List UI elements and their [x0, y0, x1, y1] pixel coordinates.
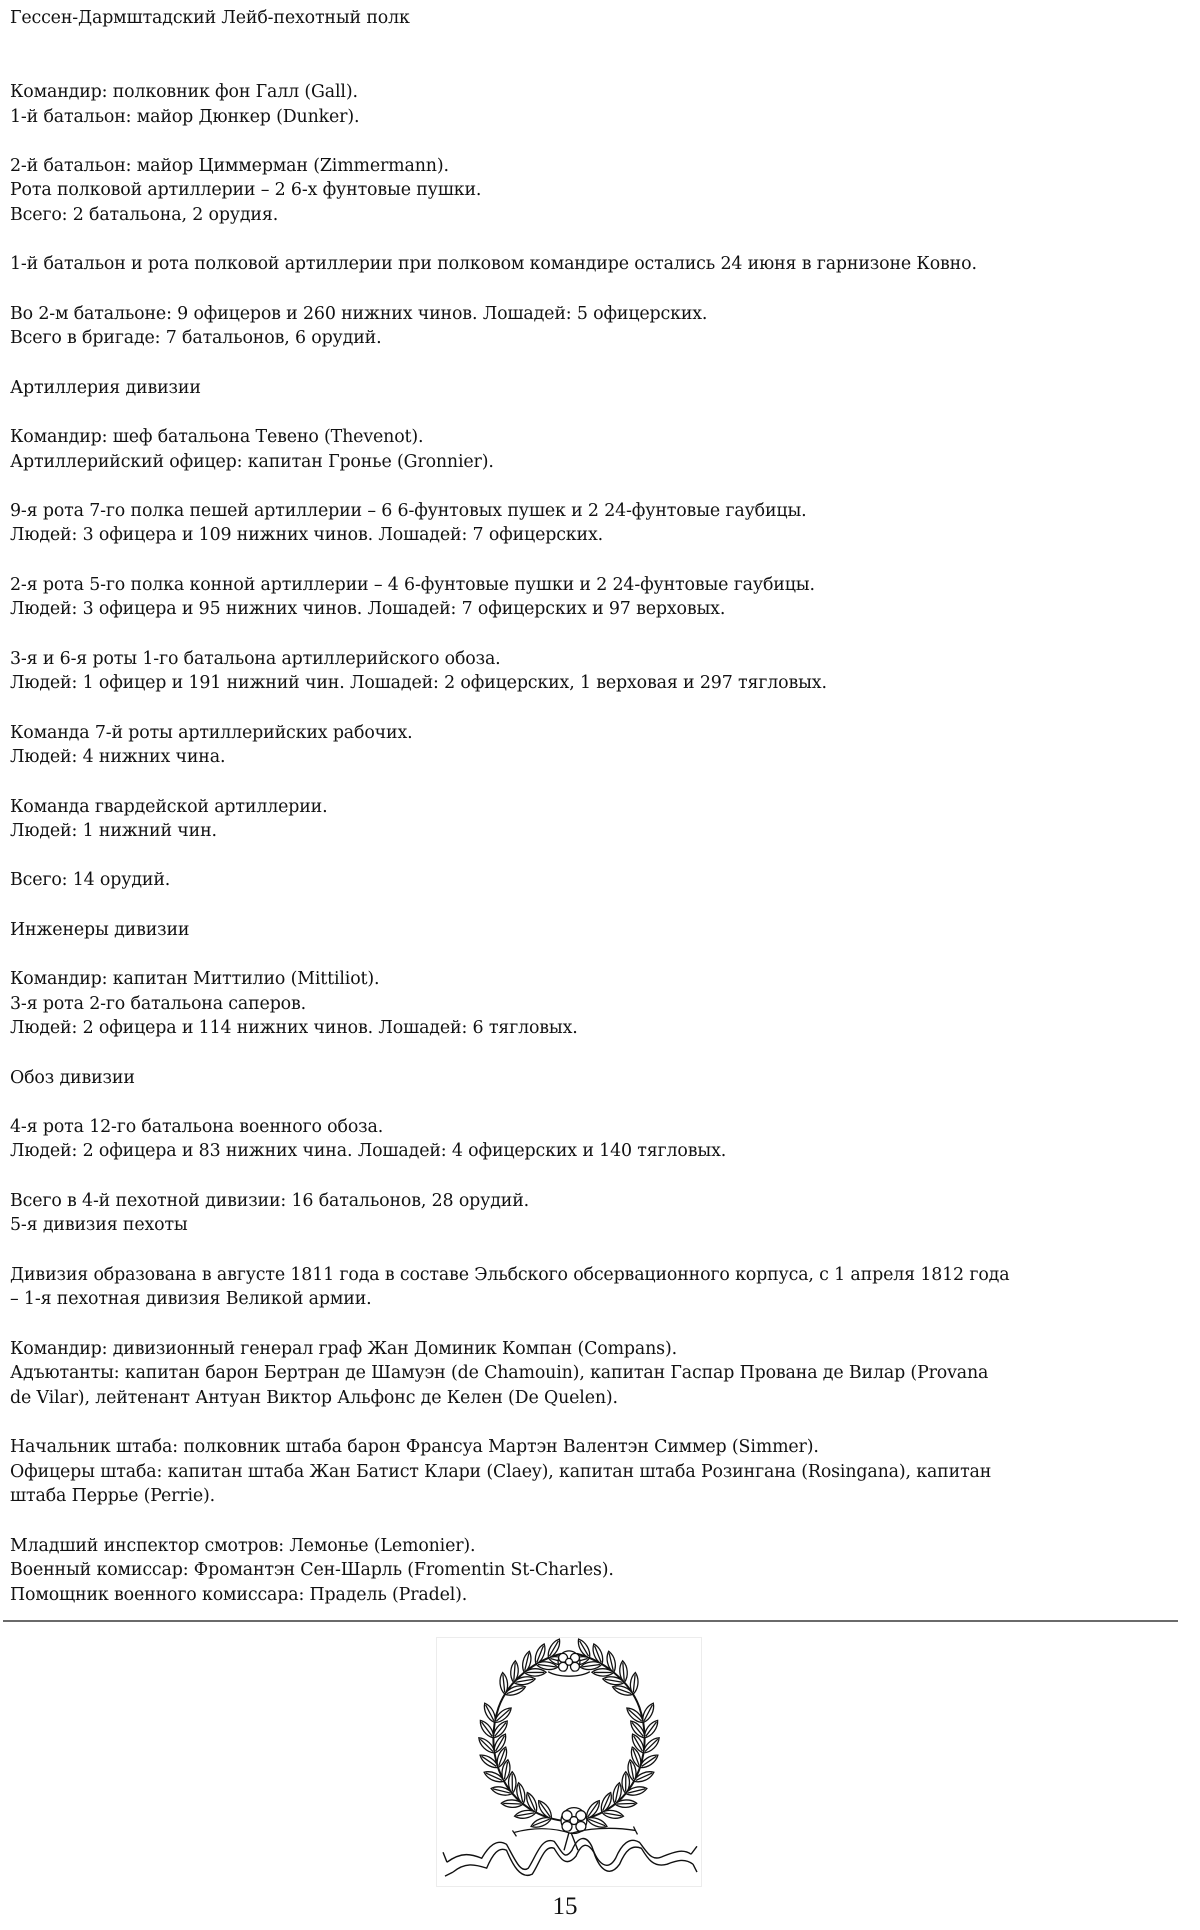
- section-heading: Гессен-Дармштадский Лейб-пехотный полк: [10, 8, 410, 28]
- text-line: Людей: 2 офицера и 83 нижних чина. Лошадей: 4 офицерских и 140 тягловых.: [10, 1141, 727, 1162]
- text-line: 1-й батальон: майор Дюнкер (Dunker).: [10, 106, 360, 127]
- blank-line: [10, 1509, 1190, 1534]
- text-line: 2-й батальон: майор Циммерман (Zimmermann).: [10, 155, 449, 176]
- text-line: Людей: 1 нижний чин.: [10, 821, 217, 842]
- section-heading: Артиллерия дивизии: [10, 377, 201, 398]
- laurel-leaf: [508, 1772, 516, 1794]
- blank-line: [10, 1411, 1190, 1436]
- blank-line: [10, 129, 1190, 154]
- text-line: Во 2-м батальоне: 9 офицеров и 260 нижних чинов. Лошадей: 5 офицерских.: [10, 303, 708, 324]
- laurel-leaf: [629, 1672, 639, 1694]
- page-number: 15: [552, 1893, 578, 1920]
- blank-line: [10, 1238, 1190, 1263]
- text-line: Помощник военного комиссара: Прадель (Pradel).: [10, 1585, 468, 1605]
- text-line: Младший инспектор смотров: Лемонье (Lemonier).: [10, 1535, 476, 1556]
- text-line: Артиллерийский офицер: капитан Гронье (Gronnier).: [10, 451, 494, 472]
- text-line: Рота полковой артиллерии – 2 6-х фунтовые пушки.: [10, 180, 482, 201]
- text-line: штаба Перрье (Perrie).: [10, 1486, 216, 1507]
- text-line: 3-я и 6-я роты 1-го батальона артиллерийского обоза.: [10, 648, 501, 669]
- blank-line: [10, 55, 1190, 80]
- horizontal-divider: [3, 1620, 1178, 1622]
- text-line: 2-я рота 5-го полка конной артиллерии – 4 6-фунтовые пушки и 2 24-фунтовые гаубицы.: [10, 574, 815, 595]
- blank-line: [10, 351, 1190, 376]
- blank-line: [10, 1041, 1190, 1066]
- section-heading: Инженеры дивизии: [10, 919, 190, 940]
- blank-line: [10, 31, 1190, 56]
- text-line: Начальник штаба: полковник штаба барон Франсуа Мартэн Валентэн Симмер (Simmer).: [10, 1437, 819, 1458]
- text-line: Людей: 3 офицера и 109 нижних чинов. Лошадей: 7 офицерских.: [10, 525, 603, 546]
- blank-line: [10, 696, 1190, 721]
- blank-line: [10, 400, 1190, 425]
- blank-line: [10, 770, 1190, 795]
- text-line: Командир: полковник фон Галл (Gall).: [10, 81, 358, 102]
- text-line: Военный комиссар: Фромантэн Сен-Шарль (Fromentin St-Charles).: [10, 1560, 614, 1581]
- blank-line: [10, 893, 1190, 918]
- blank-line: [10, 1164, 1190, 1189]
- text-line: Всего: 14 орудий.: [10, 870, 171, 891]
- text-line: Командир: шеф батальона Тевено (Thevenot).: [10, 426, 424, 447]
- text-line: Адъютанты: капитан барон Бертран де Шамуэн (de Chamouin), капитан Гаспар Прована де Вилар (Provana: [10, 1363, 989, 1384]
- text-line: Всего в бригаде: 7 батальонов, 6 орудий.: [10, 328, 382, 349]
- text-line: – 1-я пехотная дивизия Великой армии.: [10, 1289, 372, 1310]
- document-body: [10, 6, 1190, 1608]
- text-line: Команда 7-й роты артиллерийских рабочих.: [10, 722, 413, 743]
- laurel-leaf: [524, 1669, 546, 1677]
- text-line: Командир: дивизионный генерал граф Жан Доминик Компан (Compans).: [10, 1338, 677, 1359]
- text-line: de Vilar), лейтенант Антуан Виктор Альфонс де Келен (De Quelen).: [10, 1387, 618, 1408]
- text-line: Всего: 2 батальона, 2 орудия.: [10, 205, 279, 226]
- blank-line: [10, 942, 1190, 967]
- text-line: 4-я рота 12-го батальона военного обоза.: [10, 1116, 384, 1137]
- text-line: Дивизия образована в августе 1811 года в составе Эльбского обсервационного корпуса, с 1 апреля 1812 года: [10, 1264, 1010, 1285]
- blank-line: [10, 1090, 1190, 1115]
- text-line: Всего в 4-й пехотной дивизии: 16 батальонов, 28 орудий.: [10, 1190, 530, 1211]
- blank-line: [10, 228, 1190, 253]
- text-line: Людей: 1 офицер и 191 нижний чин. Лошадей: 2 офицерских, 1 верховая и 297 тягловых.: [10, 673, 827, 694]
- laurel-leaf: [640, 1701, 657, 1724]
- blank-line: [10, 277, 1190, 302]
- laurel-wreath-illustration: [436, 1637, 702, 1887]
- text-line: 3-я рота 2-го батальона саперов.: [10, 993, 307, 1014]
- blank-line: [10, 474, 1190, 499]
- text-line: Командир: капитан Миттилио (Mittiliot).: [10, 968, 380, 989]
- blank-line: [10, 548, 1190, 573]
- blank-line: [10, 844, 1190, 869]
- laurel-wreath-with-ribbon-icon: [437, 1638, 701, 1886]
- text-line: Людей: 4 нижних чина.: [10, 747, 226, 768]
- text-line: 9-я рота 7-го полка пешей артиллерии – 6 6-фунтовых пушек и 2 24-фунтовые гаубицы.: [10, 500, 807, 521]
- text-line: Офицеры штаба: капитан штаба Жан Батист Клари (Claey), капитан штаба Розингана (Rosingana), капитан: [10, 1461, 992, 1482]
- text-line: 1-й батальон и рота полковой артиллерии при полковом командире остались 24 июня в гарнизоне Ковно.: [10, 254, 977, 275]
- text-line: Людей: 3 офицера и 95 нижних чинов. Лошадей: 7 офицерских и 97 верховых.: [10, 599, 726, 620]
- section-heading: 5-я дивизия пехоты: [10, 1215, 188, 1236]
- blank-line: [10, 1312, 1190, 1337]
- blank-line: [10, 622, 1190, 647]
- text-line: Команда гвардейской артиллерии.: [10, 796, 328, 817]
- text-line: Людей: 2 офицера и 114 нижних чинов. Лошадей: 6 тягловых.: [10, 1018, 578, 1039]
- section-heading: Обоз дивизии: [10, 1067, 135, 1088]
